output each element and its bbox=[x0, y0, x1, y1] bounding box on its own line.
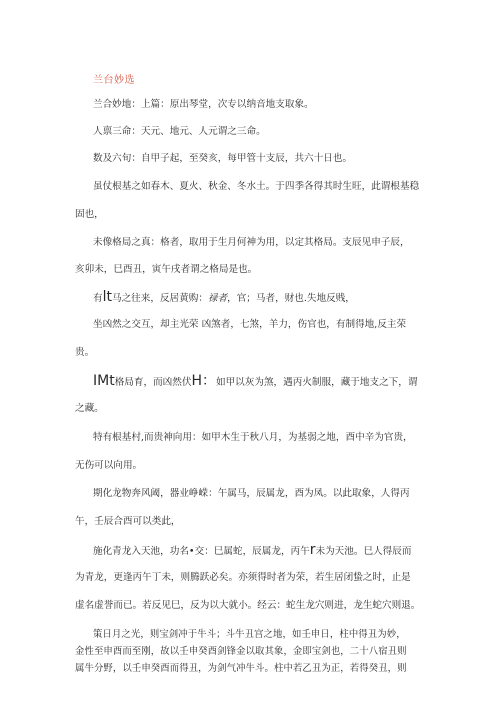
paragraph-7-line-1: 坐凶然之交互，却主光荣 凶煞者，七煞，羊力，伤官也，有制得地,反主荣 bbox=[93, 319, 407, 330]
paragraph-4-line-1: 虽仗根基之如春木、夏火、秋金、冬水土。于四季各得其时生旺，此谓根基稳 bbox=[93, 181, 420, 192]
paragraph-8-line-2: 之藏。 bbox=[75, 403, 104, 414]
paragraph-5-line-1: 未像格局之真：格者，取用于生月何神为用，以定其格局。支辰见申子辰， bbox=[93, 237, 410, 248]
paragraph-3: 数及六旬：自甲子起，至癸亥，每甲管十支辰，共六十日也。 bbox=[93, 153, 353, 164]
paragraph-11-ocr-glyph: r bbox=[309, 542, 316, 558]
paragraph-6-italic: 禄者 bbox=[207, 293, 228, 304]
paragraph-4-line-2: 固也， bbox=[75, 209, 104, 220]
paragraph-11-pre: 施化青龙入天池，功名•交：巳属蛇，辰属龙，丙午 bbox=[93, 546, 310, 557]
paragraph-6-ocr-glyph: lt bbox=[102, 289, 112, 305]
paragraph-9-line-1: 特有根基村,而贵神向用：如甲木生于秋八月，为基弱之地，酉中辛为官贵， bbox=[93, 432, 413, 443]
paragraph-9-line-2: 无伤可以向用。 bbox=[75, 460, 143, 471]
paragraph-6-mid: 马之往来，反居黄购： bbox=[111, 293, 208, 304]
paragraph-8-ocr-glyph-2: H： bbox=[191, 373, 216, 389]
paragraph-11-line-2: 为青龙，更逢丙午丁未，则腾跃必矣。亦须得时者为荣，若生居闭蛰之时，止是 bbox=[75, 572, 411, 583]
paragraph-8-line-1 bbox=[93, 374, 417, 390]
paragraph-11-line-3: 虚名虚誉而已。若反见巳，反为以大就小。经云：蛇生龙穴则进，龙生蛇穴则退。 bbox=[75, 600, 421, 611]
paragraph-5-line-2: 亥卯未，巳酉丑，寅午戌者谓之格局是也。 bbox=[75, 264, 258, 275]
paragraph-6-post: ，官；马者，财也.失地反贱， bbox=[227, 293, 355, 304]
paragraph-12-line-1: 策日月之光，则宝剑冲于牛斗；斗牛丑宫之地，如壬申日，柱中得丑为妙， bbox=[93, 629, 406, 640]
paragraph-11-line-1 bbox=[93, 543, 411, 559]
paragraph-11-post: 未为天池。巳人得辰而 bbox=[315, 546, 412, 557]
document-title: 兰台妙选 bbox=[93, 75, 135, 86]
paragraph-12-line-2: 金性至申酉而至刚，故以壬申癸酉剑锋金以取其象，金即宝剑也，二十八宿丑则 bbox=[75, 646, 407, 657]
paragraph-6-pre: 有 bbox=[93, 293, 103, 304]
paragraph-8-post: 如甲以灰为煞，遇丙火制服，藏于地支之下，谓 bbox=[215, 377, 418, 388]
paragraph-10-line-1: 期化龙物奔风阈，器业峥嵘：午属马，辰属龙，酉为凤。以此取象，人得丙 bbox=[93, 488, 410, 499]
paragraph-10-line-2: 午，壬辰合酉可以类此， bbox=[75, 516, 181, 527]
paragraph-2: 人禀三命：天元、地元、人元谓之三命。 bbox=[93, 126, 266, 137]
paragraph-8-mid: 格局育，而凶然伏 bbox=[114, 377, 192, 388]
paragraph-12-line-3: 属牛分野，以壬申癸酉而得丑，为剑气冲牛斗。柱中若乙丑为正，若得癸丑，则 bbox=[75, 663, 407, 674]
paragraph-8-ocr-glyph-1: IMt bbox=[93, 373, 115, 389]
paragraph-7-line-2: 贵。 bbox=[75, 347, 95, 358]
paragraph-6 bbox=[93, 290, 355, 306]
paragraph-1: 兰合妙地：上篇：原出琴堂，次专以纳音地支取象。 bbox=[93, 99, 314, 110]
